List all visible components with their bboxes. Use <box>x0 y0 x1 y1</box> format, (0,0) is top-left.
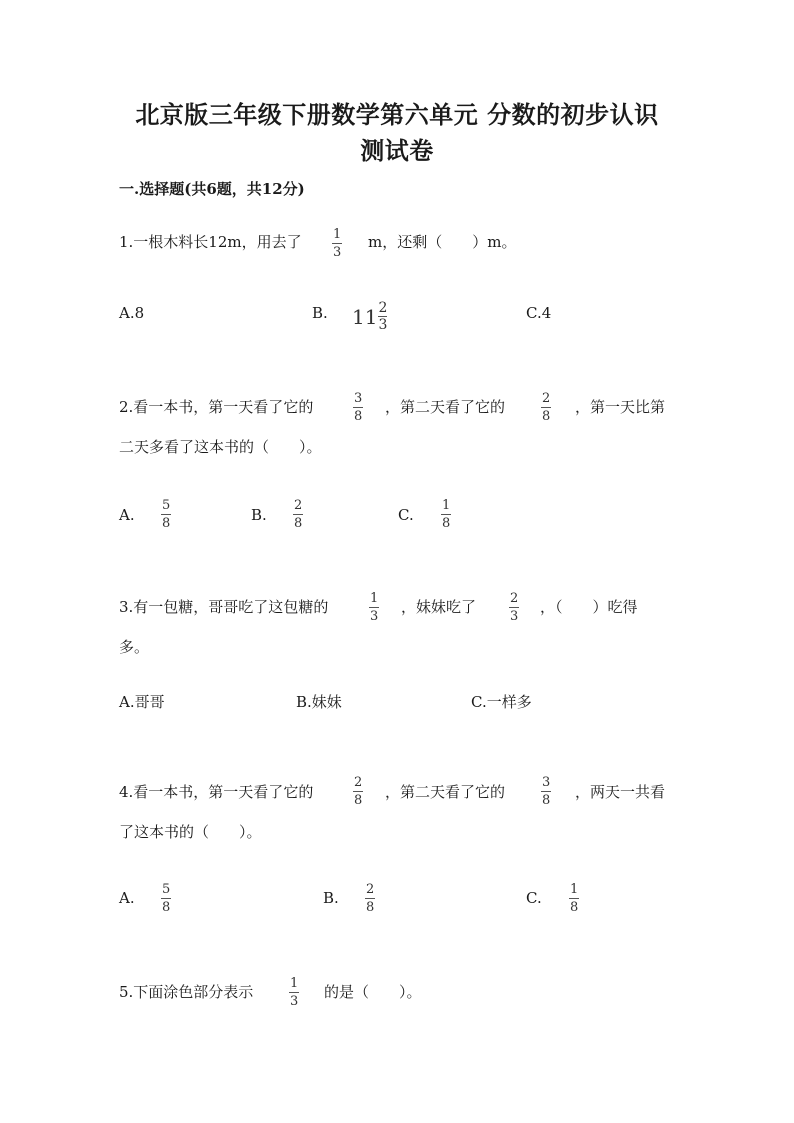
fraction-numerator: 2 <box>510 591 519 606</box>
q2-option-c-label[interactable]: C. <box>398 506 414 524</box>
fraction-numerator: 3 <box>542 775 551 790</box>
q1-fraction <box>331 228 343 259</box>
fraction-denominator: 8 <box>442 516 451 531</box>
fraction-numerator: 2 <box>378 300 388 316</box>
fraction-denominator: 8 <box>570 900 579 915</box>
q2-option-b-fraction <box>292 499 304 530</box>
q1-text-start: 1.一根木料长12m，用去了 <box>119 233 302 251</box>
fraction-denominator: 8 <box>354 409 363 424</box>
q2-fraction-1 <box>352 392 364 423</box>
q3-option-c[interactable]: C.一样多 <box>471 693 532 711</box>
fraction-numerator: 5 <box>162 882 171 897</box>
q1-text-end: m，还剩（ ）m。 <box>368 233 517 251</box>
q4-option-c-fraction <box>568 883 580 914</box>
q5-text-start: 5.下面涂色部分表示 <box>119 983 254 1001</box>
q2-option-c-fraction <box>440 499 452 530</box>
q5-text-end: 的是（ ）。 <box>324 983 422 1001</box>
page-subtitle: 测试卷 <box>360 136 434 165</box>
fraction-numerator: 1 <box>370 591 379 606</box>
fraction-numerator: 1 <box>570 882 579 897</box>
q4-option-b-fraction <box>364 883 376 914</box>
fraction-denominator: 8 <box>162 516 171 531</box>
fraction-denominator: 3 <box>370 609 379 624</box>
fraction-denominator: 8 <box>162 900 171 915</box>
q1-option-c[interactable]: C.4 <box>526 304 552 322</box>
q2-text-start: 2.看一本书，第一天看了它的 <box>119 398 314 416</box>
q4-option-c-label[interactable]: C. <box>526 889 542 907</box>
fraction-numerator: 2 <box>294 498 303 513</box>
q3-fraction-1 <box>368 592 380 623</box>
fraction-denominator: 8 <box>366 900 375 915</box>
q4-text-line2: 了这本书的（ ）。 <box>119 823 262 841</box>
q3-text-start: 3.有一包糖，哥哥吃了这包糖的 <box>119 598 329 616</box>
fraction-denominator: 8 <box>542 793 551 808</box>
page-title: 北京版三年级下册数学第六单元 分数的初步认识 <box>135 100 659 129</box>
q4-text-middle: ，第二天看了它的 <box>385 783 506 801</box>
q1-option-b-mixed-number <box>352 301 387 332</box>
q4-text-start: 4.看一本书，第一天看了它的 <box>119 783 314 801</box>
fraction-numerator: 1 <box>442 498 451 513</box>
section-heading: 一.选择题(共6题，共12分) <box>119 180 305 198</box>
q1-option-a[interactable]: A.8 <box>119 304 145 322</box>
fraction-numerator: 2 <box>542 391 551 406</box>
q3-text-line2: 多。 <box>119 638 150 656</box>
fraction-denominator: 8 <box>354 793 363 808</box>
fraction-numerator: 1 <box>333 227 342 242</box>
fraction-numerator: 3 <box>354 391 363 406</box>
fraction-denominator: 3 <box>333 245 342 260</box>
fraction-denominator: 3 <box>378 317 388 333</box>
fraction-numerator: 2 <box>354 775 363 790</box>
q3-option-b[interactable]: B.妹妹 <box>296 693 342 711</box>
fraction-numerator: 2 <box>366 882 375 897</box>
mixed-whole: 11 <box>352 304 378 329</box>
q2-option-b-label[interactable]: B. <box>251 506 267 524</box>
q4-option-b-label[interactable]: B. <box>323 889 339 907</box>
q5-fraction <box>288 977 300 1008</box>
q3-option-a[interactable]: A.哥哥 <box>119 693 165 711</box>
q3-text-end: ，（ ）吃得 <box>540 598 638 616</box>
q2-fraction-2 <box>540 392 552 423</box>
fraction-denominator: 8 <box>294 516 303 531</box>
fraction-denominator: 3 <box>510 609 519 624</box>
q1-option-b-label[interactable]: B. <box>312 304 328 322</box>
fraction-numerator: 1 <box>290 976 299 991</box>
q3-text-middle: ，妹妹吃了 <box>401 598 477 616</box>
q3-fraction-2 <box>508 592 520 623</box>
q4-text-end: ，两天一共看 <box>575 783 666 801</box>
q2-text-line2: 二天多看了这本书的（ ）。 <box>119 438 322 456</box>
q4-option-a-fraction <box>160 883 172 914</box>
q4-fraction-2 <box>540 776 552 807</box>
q2-option-a-fraction <box>160 499 172 530</box>
q2-text-middle: ，第二天看了它的 <box>385 398 506 416</box>
fraction-numerator: 5 <box>162 498 171 513</box>
fraction-denominator: 3 <box>290 994 299 1009</box>
q4-option-a-label[interactable]: A. <box>119 889 135 907</box>
q2-option-a-label[interactable]: A. <box>119 506 135 524</box>
mixed-fraction <box>378 301 387 332</box>
q2-text-end: ，第一天比第 <box>575 398 666 416</box>
q4-fraction-1 <box>352 776 364 807</box>
fraction-denominator: 8 <box>542 409 551 424</box>
